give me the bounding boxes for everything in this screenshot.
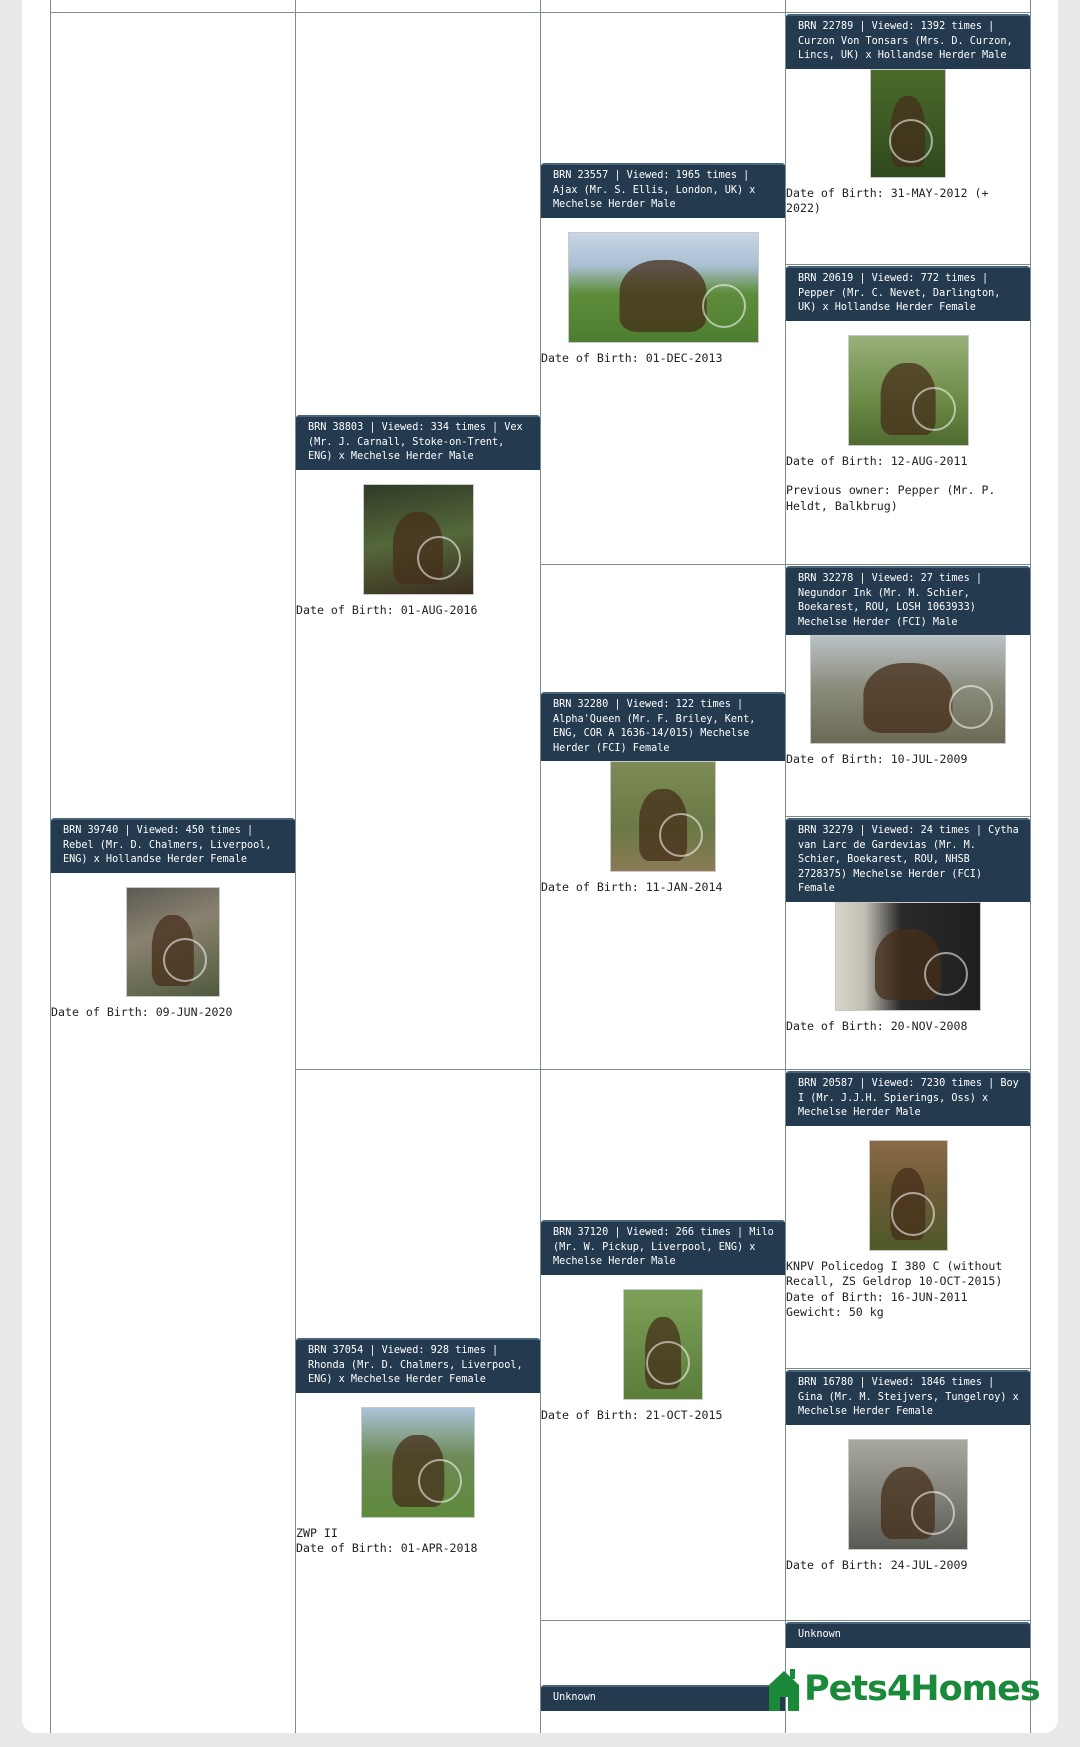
dog-header[interactable]: BRN 32280 | Viewed: 122 times | Alpha'Queen (Mr. F. Briley, Kent, ENG, COR A 1636-14/015) Mechelse Herder (FCI) Female [541,692,785,761]
dog-header[interactable]: BRN 22789 | Viewed: 1392 times | Curzon Von Tonsars (Mrs. D. Curzon, Lincs, UK) x Hollandse Herder Male [786,14,1030,69]
logo-text: Pets4Homes [804,1669,1040,1709]
dog-weight: Gewicht: 50 kg [786,1305,884,1319]
dog-header[interactable]: Unknown [541,1685,785,1711]
grid-line [295,1069,1031,1070]
watermark-icon [646,1341,690,1385]
dog-photo[interactable] [869,1140,948,1251]
dog-card-boy[interactable] [786,1071,1030,1320]
dog-photo[interactable] [126,887,220,997]
watermark-icon [163,938,207,982]
date-of-birth: Date of Birth: 31-MAY-2012 (+ 2022) [786,185,989,216]
dog-silhouette [863,663,952,734]
grid-line [540,1620,1031,1621]
dog-card-rhonda[interactable] [296,1338,540,1557]
dog-header[interactable]: BRN 16780 | Viewed: 1846 times | Gina (Mr. M. Steijvers, Tungelroy) x Mechelse Herder Female [786,1370,1030,1425]
pedigree-page [22,0,1058,1733]
house-icon [766,1665,802,1713]
date-of-birth: Date of Birth: 09-JUN-2020 [51,1004,233,1019]
dog-photo[interactable] [610,761,716,872]
dog-header[interactable]: BRN 20619 | Viewed: 772 times | Pepper (Mr. C. Nevet, Darlington, UK) x Hollandse Herder Female [786,266,1030,321]
dog-silhouette [620,260,707,332]
dog-header[interactable]: Unknown [786,1622,1030,1648]
watermark-icon [912,387,956,431]
pets4homes-logo [766,1665,1051,1713]
dog-card-rebel[interactable] [51,818,295,1020]
dog-card-curzon[interactable] [786,14,1030,217]
dog-title: KNPV Policedog I 380 C (without Recall, ZS Geldrop 10-OCT-2015) [786,1258,1003,1289]
dog-photo[interactable] [835,902,981,1011]
dog-card-unknown[interactable] [541,1685,785,1711]
dog-photo[interactable] [810,635,1006,744]
watermark-icon [418,1459,462,1503]
date-of-birth: Date of Birth: 10-JUL-2009 [786,752,968,767]
date-of-birth: Date of Birth: 21-OCT-2015 [541,1407,723,1422]
dog-photo[interactable] [870,69,946,178]
dog-photo[interactable] [363,484,474,595]
dog-card-ajax[interactable] [541,163,785,366]
watermark-icon [889,119,933,163]
watermark-icon [949,685,993,729]
dog-header[interactable]: BRN 20587 | Viewed: 7230 times | Boy I (Mr. J.J.H. Spierings, Oss) x Mechelse Herder Male [786,1071,1030,1126]
previous-owner: Previous owner: Pepper (Mr. P. Heldt, Balkbrug) [786,483,996,513]
dog-header[interactable]: BRN 38803 | Viewed: 334 times | Vex (Mr. J. Carnall, Stoke-on-Trent, ENG) x Mechelse Herder Male [296,415,540,470]
dog-header[interactable]: BRN 32278 | Viewed: 27 times | Negundor Ink (Mr. M. Schier, Boekarest, ROU, LOSH 1063933) Mechelse Herder (FCI) Male [786,566,1030,635]
date-of-birth: Date of Birth: 24-JUL-2009 [786,1557,968,1572]
dog-photo[interactable] [361,1407,475,1518]
grid-line [50,12,1031,13]
dog-photo[interactable] [568,232,759,343]
date-of-birth: Date of Birth: 01-DEC-2013 [541,350,723,365]
watermark-icon [702,284,746,328]
watermark-icon [924,952,968,996]
dog-card-gina[interactable] [786,1370,1030,1573]
dog-card-unknown[interactable] [786,1622,1030,1648]
dog-card-negundor[interactable] [786,566,1030,768]
dog-header[interactable]: BRN 39740 | Viewed: 450 times | Rebel (Mr. D. Chalmers, Liverpool, ENG) x Hollandse Herder Female [51,818,295,873]
date-of-birth: Date of Birth: 01-APR-2018 [296,1541,478,1556]
dog-photo[interactable] [623,1289,703,1400]
dog-title: ZWP II [296,1525,338,1540]
dog-header[interactable]: BRN 37120 | Viewed: 266 times | Milo (Mr. W. Pickup, Liverpool, ENG) x Mechelse Herder Male [541,1220,785,1275]
dog-header[interactable]: BRN 37054 | Viewed: 928 times | Rhonda (Mr. D. Chalmers, Liverpool, ENG) x Mechelse Herder Female [296,1338,540,1393]
dog-photo[interactable] [848,335,969,446]
dog-card-alpha-queen[interactable] [541,692,785,896]
dog-card-milo[interactable] [541,1220,785,1423]
watermark-icon [911,1491,955,1535]
dog-header[interactable]: BRN 23557 | Viewed: 1965 times | Ajax (Mr. S. Ellis, London, UK) x Mechelse Herder Male [541,163,785,218]
date-of-birth: Date of Birth: 16-JUN-2011 [786,1289,968,1304]
date-of-birth: Date of Birth: 01-AUG-2016 [296,602,478,617]
grid-line [1030,0,1031,1733]
grid-line [785,816,1031,817]
grid-line [540,564,1031,565]
watermark-icon [417,536,461,580]
watermark-icon [891,1192,935,1236]
dog-card-cytha[interactable] [786,818,1030,1034]
watermark-icon [659,813,703,857]
date-of-birth: Date of Birth: 11-JAN-2014 [541,880,723,895]
dog-photo[interactable] [848,1439,968,1550]
date-of-birth: Date of Birth: 20-NOV-2008 [786,1018,968,1033]
dog-card-vex[interactable] [296,415,540,618]
dog-card-pepper[interactable] [786,266,1030,514]
grid-line [785,1368,1031,1369]
dog-header[interactable]: BRN 32279 | Viewed: 24 times | Cytha van Larc de Gardevias (Mr. M. Schier, Boekarest, ROU, NHSB 2728375) Mechelse Herder (FCI) Female [786,818,1030,902]
grid-line [785,264,1031,265]
date-of-birth: Date of Birth: 12-AUG-2011 [786,453,968,468]
